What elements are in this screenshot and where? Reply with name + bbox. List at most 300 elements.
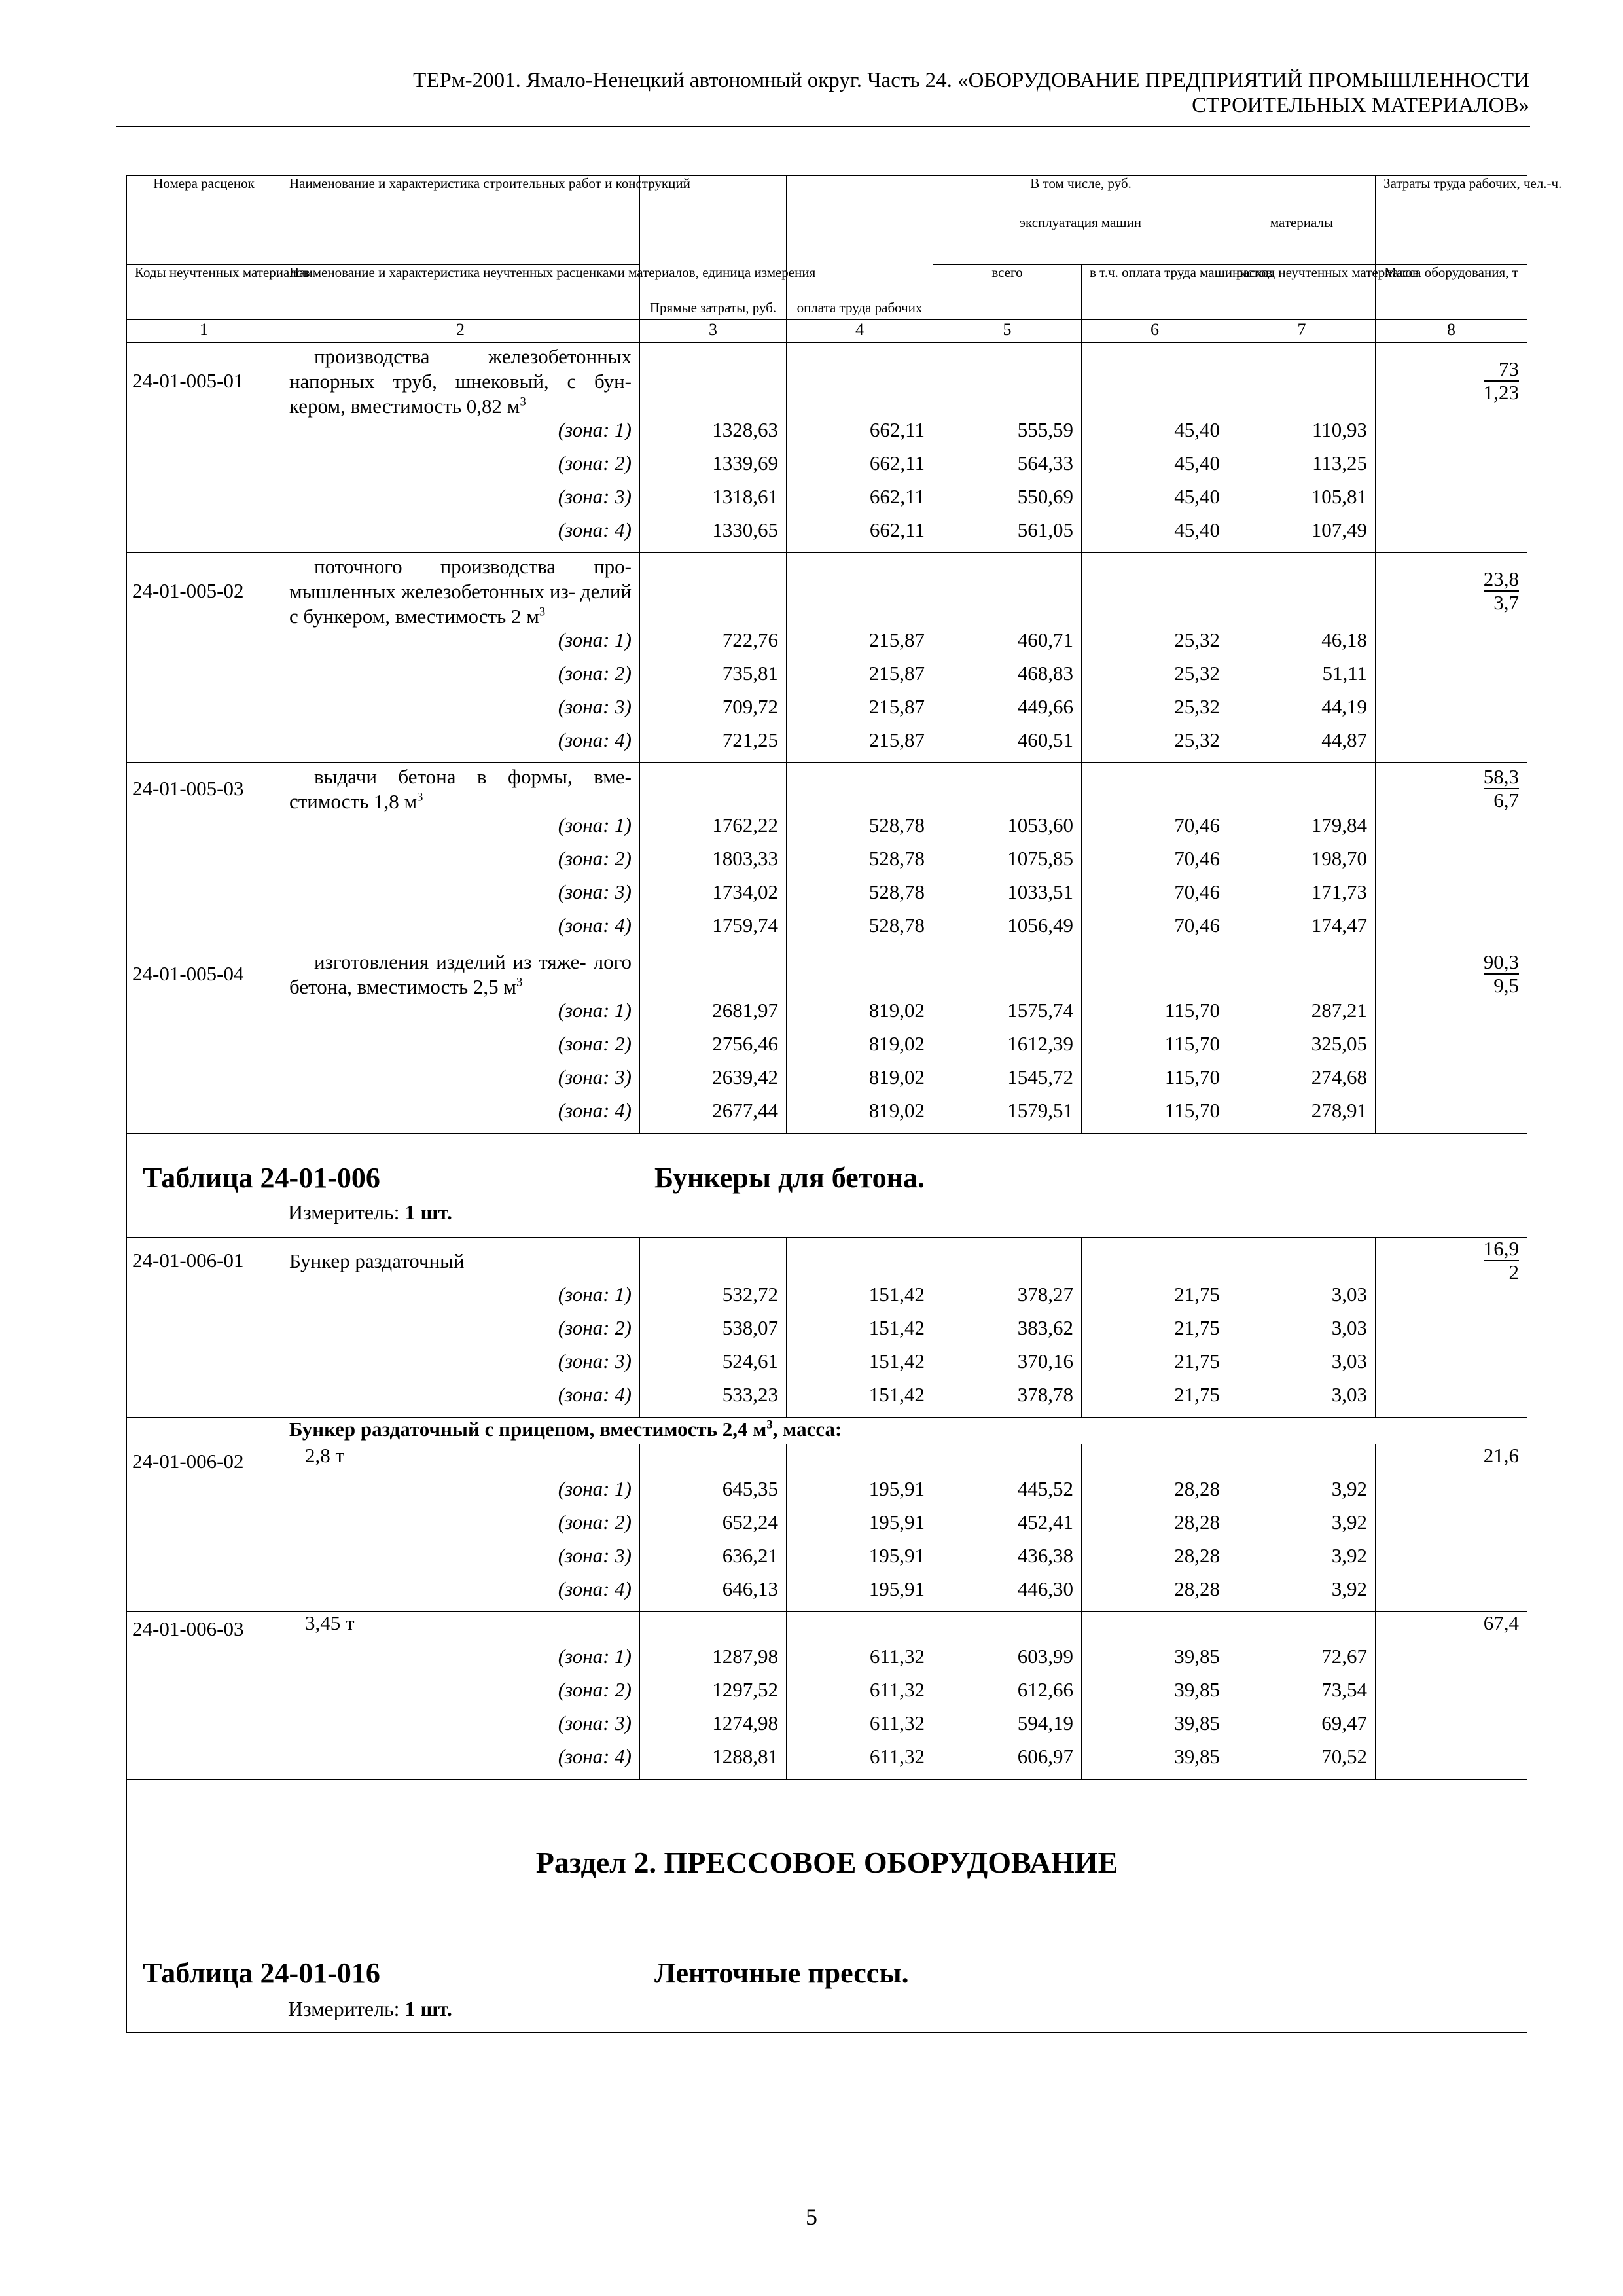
description-line: мышленных железобетонных из-	[289, 580, 576, 603]
col-total: всего	[933, 265, 1082, 320]
table-name: Бункеры для бетона.	[654, 1162, 925, 1194]
mass-cell	[1376, 914, 1527, 948]
value-cell: 45,40	[1082, 419, 1228, 452]
rate-code-cell	[127, 1317, 281, 1350]
value-cell: 709,72	[640, 696, 787, 729]
superscript: 3	[539, 605, 546, 619]
value-cell: 195,91	[787, 1578, 933, 1612]
value-cell: 45,40	[1082, 486, 1228, 519]
value-cell: 215,87	[787, 729, 933, 763]
value-cell: 151,42	[787, 1384, 933, 1418]
value-cell: 819,02	[787, 999, 933, 1033]
value-cell: 39,85	[1082, 1645, 1228, 1679]
col-labor-cost: Затраты труда рабочих, чел.-ч.	[1376, 176, 1527, 265]
value-cell: 662,11	[787, 452, 933, 486]
labor-cost-value: 16,9	[1483, 1237, 1520, 1260]
rate-code-cell	[127, 1478, 281, 1511]
value-cell: 107,49	[1228, 519, 1376, 553]
rate-code-cell	[127, 881, 281, 914]
value-cell: 611,32	[787, 1746, 933, 1780]
equipment-mass-value: 9,5	[1493, 974, 1520, 997]
description-line: поточного производства про-	[314, 555, 632, 578]
measure-label: Измеритель:	[288, 1200, 400, 1224]
value-cell	[787, 343, 933, 420]
value-cell	[933, 553, 1082, 630]
description-line: делий с бункером, вместимость 2	[289, 580, 632, 628]
description-line: выдачи бетона в формы, вме-	[314, 765, 632, 788]
value-cell: 195,91	[787, 1511, 933, 1545]
rate-code-cell	[127, 452, 281, 486]
value-cell: 1339,69	[640, 452, 787, 486]
mass-cell	[1376, 1545, 1527, 1578]
value-cell	[1228, 553, 1376, 630]
value-cell: 594,19	[933, 1712, 1082, 1746]
rate-code-cell	[127, 1066, 281, 1100]
value-cell: 325,05	[1228, 1033, 1376, 1066]
value-cell: 533,23	[640, 1384, 787, 1418]
value-cell: 1033,51	[933, 881, 1082, 914]
value-cell: 564,33	[933, 452, 1082, 486]
description-line: лого бетона, вместимость 2,5 м	[289, 950, 632, 998]
zone-label: (зона: 1)	[281, 1283, 640, 1317]
value-cell: 3,92	[1228, 1478, 1376, 1511]
value-cell: 460,51	[933, 729, 1082, 763]
value-cell: 171,73	[1228, 881, 1376, 914]
value-cell: 69,47	[1228, 1712, 1376, 1746]
equipment-mass-value: 67,4	[1376, 1612, 1527, 1646]
col-equipment-mass: Масса оборудования, т	[1376, 265, 1527, 320]
value-cell	[1228, 1612, 1376, 1646]
value-cell: 662,11	[787, 419, 933, 452]
rate-code-cell	[127, 914, 281, 948]
value-cell: 449,66	[933, 696, 1082, 729]
mass-cell	[1376, 1578, 1527, 1612]
description-line: изготовления изделий из тяже-	[314, 950, 586, 973]
value-cell: 46,18	[1228, 629, 1376, 662]
value-cell: 115,70	[1082, 1100, 1228, 1134]
value-cell	[640, 1238, 787, 1284]
value-cell: 662,11	[787, 519, 933, 553]
value-cell: 151,42	[787, 1350, 933, 1384]
table-row	[127, 848, 1527, 881]
value-cell	[787, 763, 933, 815]
zone-label: (зона: 1)	[281, 1645, 640, 1679]
value-cell: 612,66	[933, 1679, 1082, 1712]
table-row	[127, 486, 1527, 519]
col-number: 7	[1228, 320, 1376, 343]
description-line: кером, вместимость 0,82 м	[289, 395, 520, 418]
col-rate-numbers: Номера расценок	[127, 176, 281, 265]
rate-code-cell	[127, 1511, 281, 1545]
value-cell: 1053,60	[933, 814, 1082, 848]
table-row	[127, 1384, 1527, 1418]
value-cell: 1318,61	[640, 486, 787, 519]
value-cell: 105,81	[1228, 486, 1376, 519]
value-cell: 45,40	[1082, 452, 1228, 486]
rate-code-cell	[127, 1712, 281, 1746]
value-cell: 21,75	[1082, 1317, 1228, 1350]
header-line-1: ТЕРм-2001. Ямало-Ненецкий автономный округ. Часть 24. «ОБОРУДОВАНИЕ ПРЕДПРИЯТИЙ ПРОМЫШЛЕННОСТИ	[413, 69, 1529, 92]
zone-label: (зона: 3)	[281, 881, 640, 914]
rate-code: 24-01-005-02	[127, 553, 281, 630]
table-row	[127, 419, 1527, 452]
col-materials: материалы	[1228, 215, 1376, 265]
labor-cost-value: 73	[1484, 358, 1519, 382]
col-name-unaccounted: Наименование и характеристика неучтенных расценками материалов, единица измерения	[281, 265, 640, 320]
table-row	[127, 696, 1527, 729]
rate-description: 3,45 т	[281, 1612, 640, 1646]
value-cell: 44,19	[1228, 696, 1376, 729]
value-cell: 528,78	[787, 914, 933, 948]
value-cell: 3,03	[1228, 1283, 1376, 1317]
labor-cost-value: 90,3	[1483, 950, 1520, 973]
mass-cell	[1376, 1066, 1527, 1100]
value-cell: 1075,85	[933, 848, 1082, 881]
value-cell: 652,24	[640, 1511, 787, 1545]
zone-label: (зона: 1)	[281, 1478, 640, 1511]
col-direct-costs: Прямые затраты, руб.	[640, 176, 787, 320]
value-cell: 25,32	[1082, 662, 1228, 696]
table-row	[127, 814, 1527, 848]
zone-label: (зона: 2)	[281, 1679, 640, 1712]
mass-cell	[1376, 881, 1527, 914]
value-cell	[1082, 948, 1228, 1000]
measure-label: Измеритель:	[288, 1997, 400, 2020]
value-cell: 524,61	[640, 1350, 787, 1384]
value-cell: 436,38	[933, 1545, 1082, 1578]
value-cell: 195,91	[787, 1478, 933, 1511]
value-cell: 45,40	[1082, 519, 1228, 553]
value-cell: 25,32	[1082, 729, 1228, 763]
table-row	[127, 999, 1527, 1033]
table-title: Таблица 24-01-016	[143, 1957, 380, 1989]
labor-mass-fraction	[1484, 1238, 1519, 1283]
table-row	[127, 914, 1527, 948]
value-cell: 25,32	[1082, 629, 1228, 662]
zone-label: (зона: 2)	[281, 1317, 640, 1350]
rate-code-cell	[127, 1746, 281, 1780]
value-cell: 2756,46	[640, 1033, 787, 1066]
value-cell: 555,59	[933, 419, 1082, 452]
labor-mass-cell	[1376, 553, 1527, 630]
value-cell: 28,28	[1082, 1478, 1228, 1511]
table-row	[127, 1033, 1527, 1066]
value-cell	[787, 1612, 933, 1646]
value-cell	[640, 553, 787, 630]
labor-mass-fraction	[1484, 358, 1519, 404]
zone-label: (зона: 4)	[281, 1100, 640, 1134]
value-cell: 1545,72	[933, 1066, 1082, 1100]
value-cell: 278,91	[1228, 1100, 1376, 1134]
rate-code-cell	[127, 696, 281, 729]
zone-label: (зона: 1)	[281, 999, 640, 1033]
value-cell: 550,69	[933, 486, 1082, 519]
value-cell: 1575,74	[933, 999, 1082, 1033]
superscript: 3	[520, 395, 526, 409]
value-cell: 611,32	[787, 1712, 933, 1746]
zone-label: (зона: 3)	[281, 1545, 640, 1578]
mass-cell	[1376, 1100, 1527, 1134]
rate-description: Бункер раздаточный	[281, 1238, 640, 1284]
table-row	[127, 1283, 1527, 1317]
zone-label: (зона: 4)	[281, 729, 640, 763]
value-cell: 1288,81	[640, 1746, 787, 1780]
value-cell	[933, 948, 1082, 1000]
mass-cell	[1376, 848, 1527, 881]
value-cell: 538,07	[640, 1317, 787, 1350]
value-cell	[1082, 763, 1228, 815]
rate-code: 24-01-005-03	[127, 763, 281, 815]
description-line: м	[526, 605, 539, 628]
col-name-works: Наименование и характеристика строительных работ и конструкций	[281, 176, 640, 265]
rate-code-cell	[127, 1645, 281, 1679]
rate-code-cell	[127, 1350, 281, 1384]
labor-mass-cell	[1376, 343, 1527, 420]
zone-label: (зона: 2)	[281, 662, 640, 696]
value-cell: 819,02	[787, 1066, 933, 1100]
value-cell: 532,72	[640, 1283, 787, 1317]
labor-mass-cell	[1376, 948, 1527, 1000]
value-cell	[933, 1612, 1082, 1646]
value-cell	[640, 1444, 787, 1479]
description-line: напорных труб, шнековый, с бун-	[289, 370, 632, 393]
value-cell: 1297,52	[640, 1679, 787, 1712]
table-row	[127, 1679, 1527, 1712]
value-cell: 721,25	[640, 729, 787, 763]
value-cell: 70,46	[1082, 881, 1228, 914]
mass-cell	[1376, 1283, 1527, 1317]
rate-code: 24-01-005-01	[127, 343, 281, 420]
zone-label: (зона: 1)	[281, 629, 640, 662]
rate-code: 24-01-006-01	[127, 1238, 281, 1284]
value-cell: 722,76	[640, 629, 787, 662]
rate-description: 2,8 т	[281, 1444, 640, 1479]
value-cell	[933, 1444, 1082, 1479]
labor-cost-value: 58,3	[1483, 765, 1520, 788]
rate-code-cell	[127, 1384, 281, 1418]
zone-label: (зона: 3)	[281, 1350, 640, 1384]
value-cell: 70,46	[1082, 848, 1228, 881]
zone-label: (зона: 4)	[281, 914, 640, 948]
mass-cell	[1376, 486, 1527, 519]
value-cell: 1287,98	[640, 1645, 787, 1679]
page-number: 5	[806, 2204, 817, 2230]
rate-code: 24-01-006-03	[127, 1612, 281, 1646]
value-cell: 179,84	[1228, 814, 1376, 848]
value-cell	[787, 1444, 933, 1479]
labor-mass-fraction	[1484, 951, 1519, 997]
value-cell: 115,70	[1082, 1066, 1228, 1100]
value-cell: 1056,49	[933, 914, 1082, 948]
table-row	[127, 1350, 1527, 1384]
value-cell: 21,75	[1082, 1384, 1228, 1418]
value-cell: 1803,33	[640, 848, 787, 881]
value-cell: 1330,65	[640, 519, 787, 553]
value-cell: 1734,02	[640, 881, 787, 914]
col-unaccounted-codes: Коды неучтенных материалов	[127, 265, 281, 320]
subheading-text: Бункер раздаточный с прицепом, вместимость 2,4 м	[289, 1418, 767, 1441]
value-cell	[1228, 763, 1376, 815]
zone-label: (зона: 4)	[281, 1384, 640, 1418]
value-cell: 28,28	[1082, 1578, 1228, 1612]
mass-cell	[1376, 1478, 1527, 1511]
rate-code-cell	[127, 1578, 281, 1612]
value-cell	[787, 948, 933, 1000]
zone-label: (зона: 2)	[281, 848, 640, 881]
value-cell: 72,67	[1228, 1645, 1376, 1679]
value-cell: 2681,97	[640, 999, 787, 1033]
rate-description	[281, 948, 640, 1000]
value-cell: 3,03	[1228, 1317, 1376, 1350]
section-block	[127, 1780, 1527, 2033]
rate-code-cell	[127, 1100, 281, 1134]
table-row	[127, 1712, 1527, 1746]
mass-cell	[1376, 1317, 1527, 1350]
superscript: 3	[516, 975, 523, 990]
value-cell: 25,32	[1082, 696, 1228, 729]
col-materials-consumption: расход неучтенных материалов	[1228, 265, 1376, 320]
value-cell: 662,11	[787, 486, 933, 519]
value-cell: 1579,51	[933, 1100, 1082, 1134]
mass-cell	[1376, 1511, 1527, 1545]
table-row	[127, 1317, 1527, 1350]
value-cell	[933, 1238, 1082, 1284]
subheading-text: , масса:	[772, 1418, 842, 1441]
mass-cell	[1376, 999, 1527, 1033]
col-number: 4	[787, 320, 933, 343]
header-rule	[116, 126, 1530, 127]
rate-code-cell	[127, 1679, 281, 1712]
value-cell: 198,70	[1228, 848, 1376, 881]
value-cell: 1274,98	[640, 1712, 787, 1746]
value-cell	[640, 948, 787, 1000]
value-cell: 636,21	[640, 1545, 787, 1578]
measure-unit	[288, 1200, 452, 1225]
equipment-mass-value: 21,6	[1376, 1444, 1527, 1479]
zone-label: (зона: 3)	[281, 696, 640, 729]
equipment-mass-value: 2	[1508, 1261, 1520, 1283]
labor-mass-fraction	[1484, 766, 1519, 812]
zone-label: (зона: 4)	[281, 1578, 640, 1612]
table-006-heading	[127, 1134, 1527, 1238]
rate-code-cell	[127, 519, 281, 553]
table-row	[127, 662, 1527, 696]
value-cell: 151,42	[787, 1317, 933, 1350]
value-cell	[1228, 1238, 1376, 1284]
value-cell	[787, 553, 933, 630]
rate-code-cell	[127, 1545, 281, 1578]
table-title: Таблица 24-01-006	[143, 1162, 380, 1194]
mass-cell	[1376, 1350, 1527, 1384]
value-cell: 378,27	[933, 1283, 1082, 1317]
value-cell: 528,78	[787, 814, 933, 848]
mass-cell	[1376, 1746, 1527, 1780]
rate-description	[281, 343, 640, 420]
value-cell: 735,81	[640, 662, 787, 696]
table-row	[127, 1578, 1527, 1612]
rate-code-cell	[127, 999, 281, 1033]
value-cell: 3,03	[1228, 1350, 1376, 1384]
value-cell: 28,28	[1082, 1511, 1228, 1545]
value-cell: 561,05	[933, 519, 1082, 553]
value-cell: 1612,39	[933, 1033, 1082, 1066]
table-row	[127, 452, 1527, 486]
value-cell: 274,68	[1228, 1066, 1376, 1100]
col-worker-pay: оплата труда рабочих	[787, 215, 933, 320]
value-cell: 2677,44	[640, 1100, 787, 1134]
table-row	[127, 343, 1527, 420]
table-row	[127, 881, 1527, 914]
mass-cell	[1376, 1679, 1527, 1712]
value-cell: 70,46	[1082, 814, 1228, 848]
value-cell	[1228, 1444, 1376, 1479]
table-row	[127, 1511, 1527, 1545]
value-cell: 1762,22	[640, 814, 787, 848]
rate-code: 24-01-005-04	[127, 948, 281, 1000]
equipment-mass-value: 6,7	[1493, 789, 1520, 812]
value-cell: 110,93	[1228, 419, 1376, 452]
value-cell: 528,78	[787, 848, 933, 881]
rate-code: 24-01-006-02	[127, 1444, 281, 1479]
equipment-mass-value: 1,23	[1483, 381, 1520, 404]
table-row	[127, 1746, 1527, 1780]
zone-label: (зона: 2)	[281, 452, 640, 486]
value-cell	[787, 1238, 933, 1284]
col-number: 8	[1376, 320, 1527, 343]
col-number: 2	[281, 320, 640, 343]
value-cell: 370,16	[933, 1350, 1082, 1384]
mass-cell	[1376, 1712, 1527, 1746]
mass-cell	[1376, 452, 1527, 486]
rate-code-cell	[127, 486, 281, 519]
value-cell: 39,85	[1082, 1746, 1228, 1780]
value-cell: 215,87	[787, 696, 933, 729]
value-cell	[640, 763, 787, 815]
zone-label: (зона: 3)	[281, 1712, 640, 1746]
value-cell: 3,92	[1228, 1511, 1376, 1545]
measure-value: 1 шт.	[404, 1997, 452, 2020]
table-row	[127, 1545, 1527, 1578]
rate-code-cell	[127, 662, 281, 696]
value-cell	[1228, 948, 1376, 1000]
rate-code-cell	[127, 1033, 281, 1066]
value-cell: 1328,63	[640, 419, 787, 452]
value-cell	[933, 763, 1082, 815]
table-row	[127, 1478, 1527, 1511]
mass-cell	[1376, 1384, 1527, 1418]
value-cell: 446,30	[933, 1578, 1082, 1612]
value-cell	[640, 1612, 787, 1646]
table-row	[127, 1100, 1527, 1134]
superscript: 3	[766, 1418, 773, 1432]
zone-label: (зона: 1)	[281, 814, 640, 848]
zone-label: (зона: 2)	[281, 1511, 640, 1545]
value-cell: 21,75	[1082, 1350, 1228, 1384]
header-line-2: СТРОИТЕЛЬНЫХ МАТЕРИАЛОВ»	[1192, 94, 1529, 117]
measure-unit	[288, 1997, 452, 2021]
value-cell	[1082, 1444, 1228, 1479]
section-cell	[127, 1780, 1527, 2033]
col-machine-ops: эксплуатация машин	[933, 215, 1228, 265]
table-row	[127, 1238, 1527, 1284]
table-row	[127, 1612, 1527, 1646]
value-cell: 44,87	[1228, 729, 1376, 763]
value-cell: 70,52	[1228, 1746, 1376, 1780]
col-number: 3	[640, 320, 787, 343]
table-row	[127, 553, 1527, 630]
value-cell: 452,41	[933, 1511, 1082, 1545]
zone-label: (зона: 2)	[281, 1033, 640, 1066]
